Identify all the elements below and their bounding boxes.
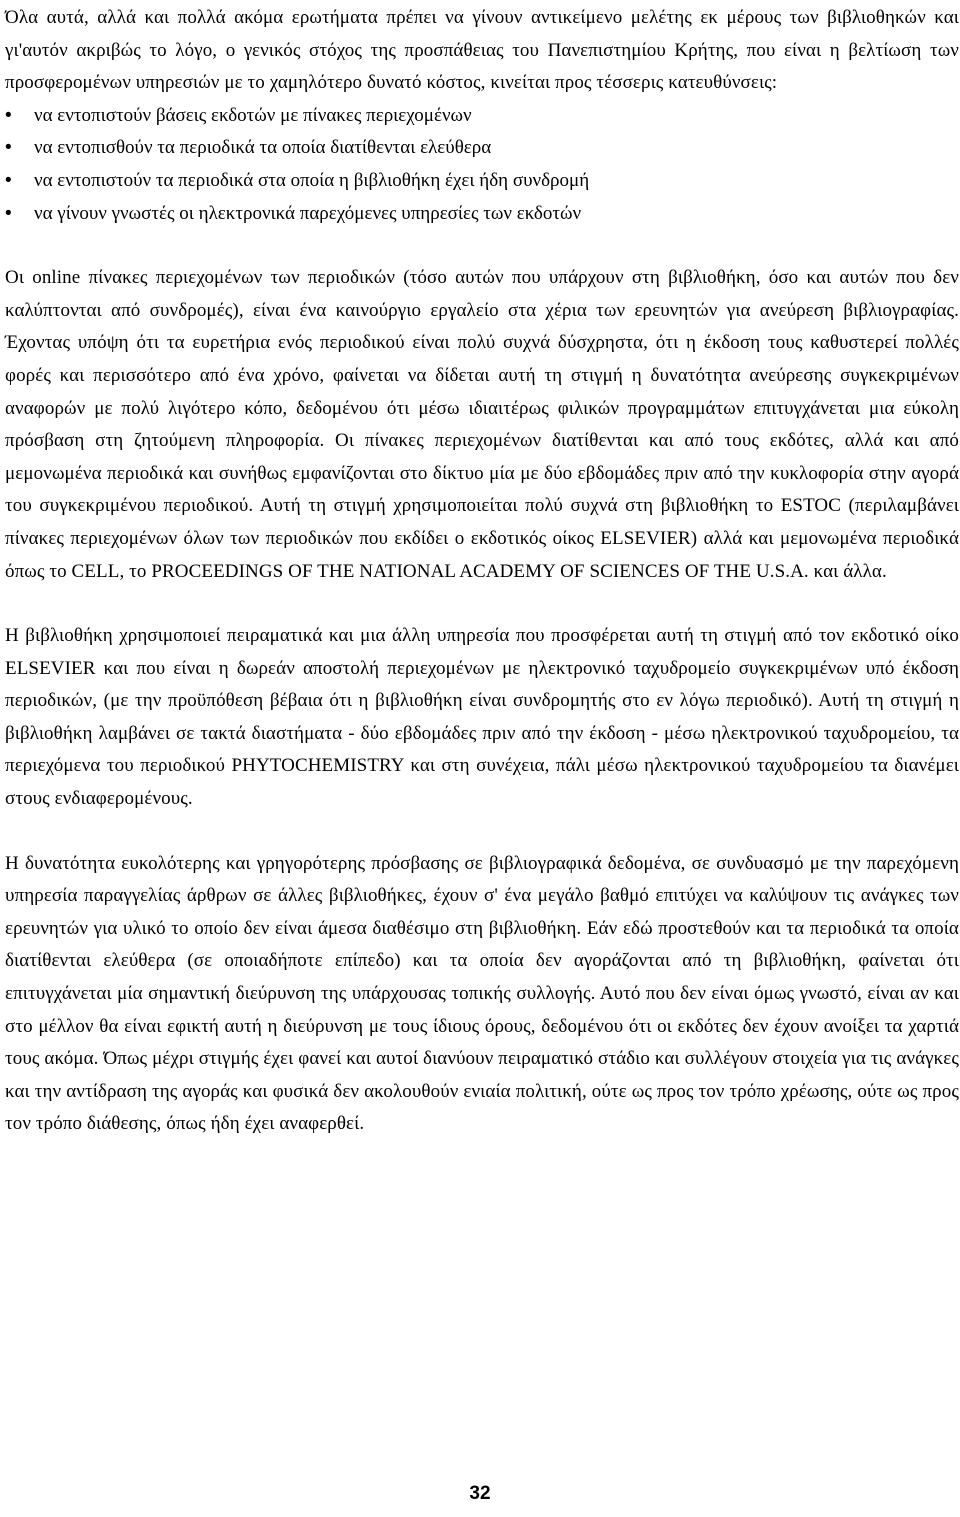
list-item xyxy=(5,100,959,133)
list-item-text: να γίνουν γνωστές οι ηλεκτρονικά παρεχόμενες υπηρεσίες των εκδοτών xyxy=(34,202,582,224)
bullet-icon: • xyxy=(5,169,12,191)
list-item-text: να εντοπισθούν τα περιοδικά τα οποία διατίθενται ελεύθερα xyxy=(34,137,492,159)
bullet-icon: • xyxy=(5,137,12,159)
document-page xyxy=(5,2,959,1141)
list-item xyxy=(5,132,959,165)
list-item-text: να εντοπιστούν βάσεις εκδοτών με πίνακες περιεχομένων xyxy=(34,104,472,126)
access-paragraph: Η δυνατότητα ευκολότερης και γρηγορότερης πρόσβασης σε βιβλιογραφικά δεδομένα, σε συνδυασμό με την παρεχόμενη υπηρεσία παραγγελίας άρθρων σε άλλες βιβλιοθήκες, έχουν σ' ένα μεγάλο βαθμό επιτύχει να καλύψουν τις ανάγκες των ερευνητών για υλικό το οποίο δεν είναι άμεσα διαθέσιμο στη βιβλιοθήκη. Εάν εδώ προστεθούν και τα περιοδικά τα οποία διατίθενται ελεύθερα (σε οποιαδήποτε επίπεδο) και τα οποία δεν αγοράζονται από τη βιβλιοθήκη, φαίνεται ότι επιτυγχάνεται μία σημαντική διεύρυνση της υπάρχουσας τοπικής συλλογής. Αυτό που δεν είναι όμως γνωστό, είναι αν και στο μέλλον θα είναι εφικτή αυτή η διεύρυνση με τους ίδιους όρους, δεδομένου ότι οι εκδότες δεν έχουν ανοίξει τα χαρτιά τους ακόμα. Όπως μέχρι στιγμής έχει φανεί και αυτοί διανύουν πειραματικό στάδιο και συλλέγουν στοιχεία για τις ανάγκες και την αντίδραση της αγοράς και φυσικά δεν ακολουθούν ενιαία πολιτική, ούτε ως προς τον τρόπο χρέωσης, ούτε ως προς τον τρόπο διάθεσης, όπως ήδη έχει αναφερθεί. xyxy=(5,852,959,1135)
elsevier-service-paragraph: Η βιβλιοθήκη χρησιμοποιεί πειραματικά και μια άλλη υπηρεσία που προσφέρεται αυτή τη στιγμή από τον εκδοτικό οίκο ELSEVIER και που είναι η δωρεάν αποστολή περιεχομένων με ηλεκτρονικό ταχυδρομείο συγκεκριμένων υπό έκδοση περιοδικών, (με την προϋπόθεση βέβαια ότι η βιβλιοθήκη είναι συνδρομητής στο εν λόγω περιοδικό). Αυτή τη στιγμή η βιβλιοθήκη λαμβάνει σε τακτά διαστήματα - δύο εβδομάδες πριν από την έκδοση - μέσω ηλεκτρονικού ταχυδρομείου, τα περιεχόμενα του περιοδικού PHYTOCHEMISTRY και στη συνέχεια, πάλι μέσω ηλεκτρονικού ταχυδρομείου τα διανέμει στους ενδιαφερομένους. xyxy=(5,625,959,810)
list-item-text: να εντοπιστούν τα περιοδικά στα οποία η βιβλιοθήκη έχει ήδη συνδρομή xyxy=(34,169,590,191)
online-contents-paragraph: Οι online πίνακες περιεχομένων των περιοδικών (τόσο αυτών που υπάρχουν στη βιβλιοθήκη, όσο και αυτών που δεν καλύπτονται από συνδρομές), είναι ένα καινούργιο εργαλείο στα χέρια των ερευνητών για ανεύρεση βιβλιογραφίας. Έχοντας υπόψη ότι τα ευρετήρια ενός περιοδικού είναι πολύ συχνά δύσχρηστα, ότι η έκδοση τους καθυστερεί πολλές φορές και περισσότερο από ένα χρόνο, φαίνεται να δίδεται αυτή τη στιγμή η δυνατότητα ανεύρεσης συγκεκριμένων αναφορών με πολύ λιγότερο κόπο, δεδομένου ότι μέσω ιδιαιτέρως φιλικών προγραμμάτων επιτυγχάνεται μια εύκολη πρόσβαση στη ζητούμενη πληροφορία. Οι πίνακες περιεχομένων διατίθενται και από τους εκδότες, αλλά και από μεμονωμένα περιοδικά και συνήθως εμφανίζονται στο δίκτυο μία με δύο εβδομάδες πριν από την κυκλοφορία στην αγορά του συγκεκριμένου περιοδικού. Αυτή τη στιγμή χρησιμοποιείται πολύ συχνά στη βιβλιοθήκη το ESTOC (περιλαμβάνει πίνακες περιεχομένων όλων των περιοδικών που εκδίδει ο εκδοτικός οίκος ELSEVIER) αλλά και μεμονωμένα περιοδικά όπως το CELL, το PROCEEDINGS OF THE NATIONAL ACADEMY OF SCIENCES OF THE U.S.A. και άλλα. xyxy=(5,267,959,582)
intro-paragraph: Όλα αυτά, αλλά και πολλά ακόμα ερωτήματα πρέπει να γίνουν αντικείμενο μελέτης εκ μέρους των βιβλιοθηκών και γι'αυτόν ακριβώς το λόγο, ο γενικός στόχος της προσπάθειας του Πανεπιστημίου Κρήτης, που είναι η βελτίωση των προσφερομένων υπηρεσιών με το χαμηλότερο δυνατό κόστος, κινείται προς τέσσερις κατευθύνσεις: xyxy=(5,7,959,94)
list-item xyxy=(5,198,959,231)
page-number: 32 xyxy=(469,1483,491,1504)
directions-list xyxy=(5,100,959,230)
list-item xyxy=(5,165,959,198)
bullet-icon: • xyxy=(5,202,12,224)
bullet-icon: • xyxy=(5,104,12,126)
